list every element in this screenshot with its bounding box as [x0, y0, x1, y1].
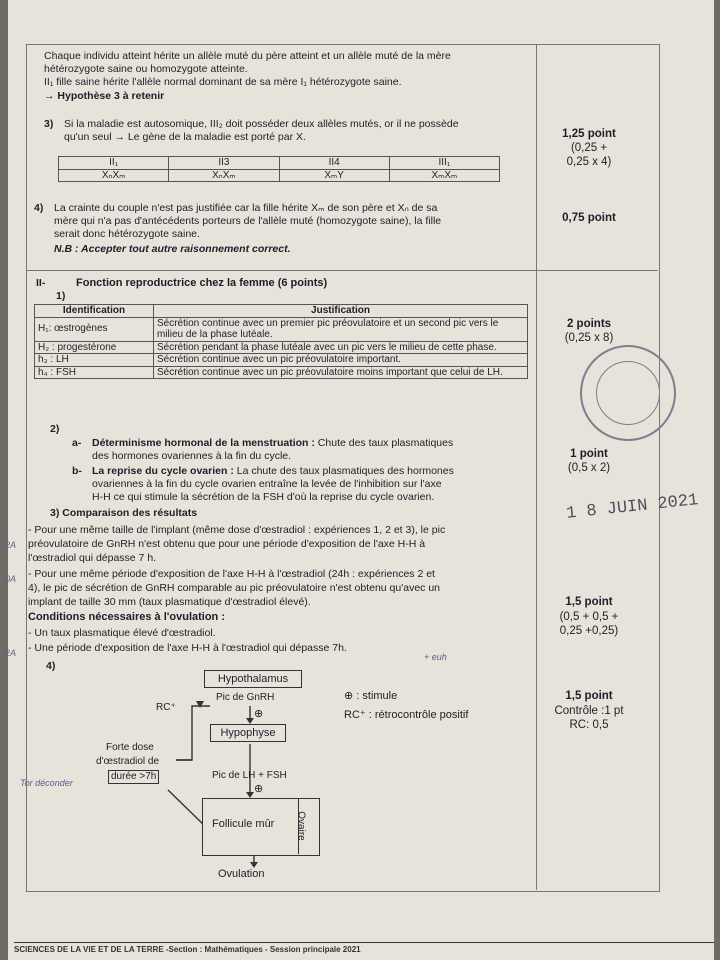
genotype-header: II4 — [279, 157, 389, 170]
points-score: 1,5 point — [565, 596, 613, 608]
genotype-header: III₁ — [389, 157, 499, 170]
pic-gnrh-label: Pic de GnRH — [216, 692, 275, 703]
points-detail: 0,25 +0,25) — [559, 625, 619, 637]
points-detail: Contrôle :1 pt — [554, 705, 624, 717]
follicule-label: Follicule mûr — [212, 818, 275, 830]
handwritten-note: Tor déconder — [20, 778, 73, 788]
dose-label: durée >7h — [108, 770, 159, 784]
conditions-title: Conditions nécessaires à l'ovulation : — [28, 611, 225, 623]
hypothesis-conclusion: → Hypothèse 3 à retenir — [44, 90, 165, 102]
hormone-justification: Sécrétion pendant la phase lutéale avec un pic vers le milieu de cette phase. — [154, 341, 528, 354]
hormone-id: H₂ : progestérone — [35, 341, 154, 354]
sub-label: b- — [72, 465, 82, 477]
hypophyse-box: Hypophyse — [210, 724, 286, 742]
q3-text: qu'un seul → Le gène de la maladie est porté par X. — [64, 131, 306, 143]
q4-text: La crainte du couple n'est pas justifiée car la fille hérite Xₘ de son père et Xₙ de sa — [54, 202, 438, 214]
points-detail: (0,5 x 2) — [567, 462, 611, 474]
q2b-title: La reprise du cycle ovarien : — [92, 465, 234, 477]
legend-rc: RC⁺ : rétrocontrôle positif — [344, 709, 469, 721]
q2b-text: La chute des taux plasmatiques des hormones — [233, 465, 454, 477]
condition-item: - Une période d'exposition de l'axe H-H à l'œstradiol qui dépasse 7h. — [28, 642, 347, 654]
stamp-date: 1 8 JUIN 2021 — [565, 491, 700, 524]
hormone-justification: Sécrétion continue avec un premier pic préovulatoire et un second pic vers le milieu de la phase lutéale. — [154, 317, 528, 341]
question-number: 4) — [34, 202, 44, 214]
footer-rule — [14, 942, 714, 943]
part1-line: Chaque individu atteint hérite un allèle muté du père atteint et un allèle muté de la mère — [44, 50, 451, 62]
handwritten-note: -2A — [2, 648, 17, 658]
genotype-value: XₙXₘ — [169, 169, 279, 182]
ovaire-label: Ovaire — [295, 811, 307, 841]
comparison-line: préovulatoire de GnRH n'est obtenu que pour une période d'exposition de l'axe H-H à — [28, 538, 426, 550]
points-detail: (0,25 + — [570, 142, 608, 154]
points-detail: RC: 0,5 — [569, 719, 609, 731]
comparison-line: l'œstradiol qui dépasse 7 h. — [28, 552, 157, 564]
legend-stimule: ⊕ : stimule — [344, 690, 398, 702]
table-header: Identification — [35, 305, 154, 318]
hormone-justification: Sécrétion continue avec un pic préovulatoire moins important que celui de LH. — [154, 366, 528, 379]
stimulate-sign: ⊕ — [254, 783, 264, 795]
points-score: 1,5 point — [565, 690, 613, 702]
q4-text: serait donc hétérozygote saine. — [54, 228, 200, 240]
q2b-text: H-H ce qui stimule la sécrétion de la FSH d'où la reprise du cycle ovarien. — [92, 491, 435, 503]
hormone-justification: Sécrétion continue avec un pic préovulatoire important. — [154, 354, 528, 367]
comparison-line: - Pour une même taille de l'implant (même dose d'œstradiol : expériences 1, 2 et 3), le pic — [28, 524, 446, 536]
stimulate-sign: ⊕ — [254, 708, 264, 720]
handwritten-note: -2A — [2, 540, 17, 550]
dose-label: Forte dose — [106, 742, 154, 753]
hormone-id: H₁: œstrogènes — [35, 317, 154, 341]
rc-label: RC⁺ — [156, 702, 176, 713]
hypothalamus-box: Hypothalamus — [204, 670, 302, 688]
part-title: Fonction reproductrice chez la femme (6 points) — [76, 277, 328, 289]
footer-text: SCIENCES DE LA VIE ET DE LA TERRE -Section : Mathématiques - Session principale 2021 — [14, 945, 361, 954]
hormone-id: h₃ : LH — [35, 354, 154, 367]
points-score: 0,75 point — [562, 212, 616, 224]
question-number: 4) — [46, 660, 56, 672]
comparison-line: implant de taille 30 mm (taux plasmatique d'œstradiol élevé). — [28, 596, 311, 608]
hormone-id: h₄ : FSH — [35, 366, 154, 379]
part-number: II- — [36, 277, 46, 289]
official-stamp — [580, 345, 676, 441]
nb-note: N.B : Accepter tout autre raisonnement correct. — [54, 243, 291, 255]
points-detail: (0,25 x 8) — [564, 332, 614, 344]
ovulation-label: Ovulation — [218, 868, 265, 880]
genotype-value: XₙXₘ — [59, 169, 169, 182]
part1-line: II₁ fille saine hérite l'allèle normal dominant de sa mère I₁ hétérozygote saine. — [44, 76, 402, 88]
points-score: 2 points — [566, 318, 612, 330]
genotype-value: XₘY — [279, 169, 389, 182]
part1-line: hétérozygote saine ou homozygote atteinte. — [44, 63, 248, 75]
dose-label: d'œstradiol de — [96, 756, 160, 767]
q3-title: 3) Comparaison des résultats — [50, 507, 198, 519]
points-score: 1 point — [570, 448, 608, 460]
question-number: 1) — [56, 290, 66, 302]
points-score: 1,25 point — [562, 128, 616, 140]
handwritten-note: + euh — [424, 652, 447, 662]
points-detail: (0,5 + 0,5 + — [559, 611, 619, 623]
question-number: 3) — [44, 118, 54, 130]
genotype-header: II₁ — [59, 157, 169, 170]
q2a-title: Déterminisme hormonal de la menstruation : — [92, 437, 315, 449]
genotype-header: II3 — [169, 157, 279, 170]
points-detail: 0,25 x 4) — [566, 156, 612, 168]
condition-item: - Un taux plasmatique élevé d'œstradiol. — [28, 627, 216, 639]
q2a-text: Chute des taux plasmatiques — [314, 437, 454, 449]
q4-text: mère qui n'a pas d'antécédents porteurs de l'allèle muté (homozygote saine), la fille — [54, 215, 442, 227]
sub-label: a- — [72, 437, 82, 449]
question-number: 2) — [50, 423, 60, 435]
q2a-text: des hormones ovariennes à la fin du cycle. — [92, 450, 292, 462]
q2b-text: ovariennes à la fin du cycle ovarien entraîne la levée de l'inhibition sur l'axe — [92, 478, 442, 490]
table-header: Justification — [154, 305, 528, 318]
comparison-line: - Pour une même période d'exposition de l'axe H-H à l'œstradiol (24h : expériences 2 et — [28, 568, 435, 580]
comparison-line: 4), le pic de sécrétion de GnRH comparable au pic préovulatoire n'est obtenu qu'avec un — [28, 582, 441, 594]
pic-lh-fsh-label: Pic de LH + FSH — [212, 770, 287, 781]
genotype-value: XₘXₘ — [389, 169, 499, 182]
handwritten-note: -0A — [2, 574, 17, 584]
q3-text: Si la maladie est autosomique, III₂ doit posséder deux allèles mutés, or il ne possède — [64, 118, 459, 130]
